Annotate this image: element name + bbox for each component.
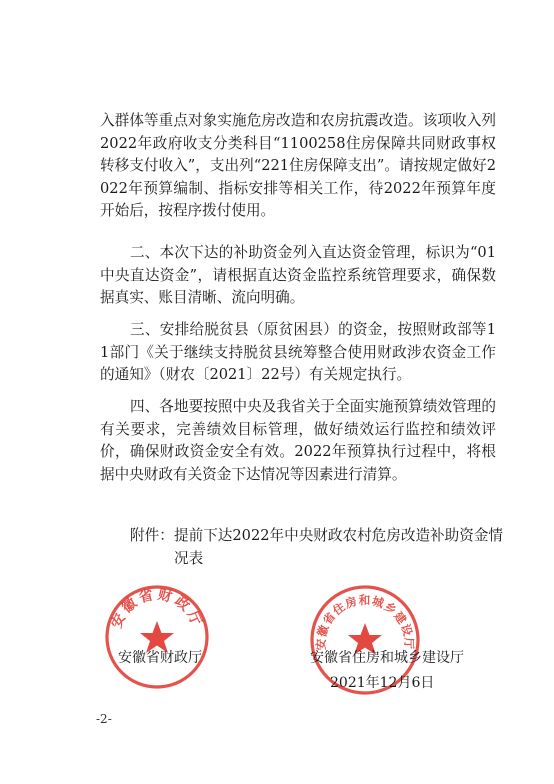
issue-date: 2021年12月6日 [330, 675, 435, 691]
paragraph-poverty-counties: 三、安排给脱贫县（原贫困县）的资金，按照财政部等11部门《关于继续支持脱贫县统筹整合使用财政涉农资金工作的通知》（财农〔2021〕22号）有关规定执行。 [100, 321, 496, 383]
page-number: -2- [96, 712, 112, 726]
seal2-text: 安徽省住房和城乡建设厅 [313, 593, 417, 651]
issuer-finance-department: 安徽省财政厅 [118, 650, 202, 666]
attachment-note [130, 525, 510, 570]
paragraph-performance: 四、各地要按照中央及我省关于全面实施预算绩效管理的有关要求，完善绩效目标管理，做好绩效运行监控和绩效评价，确保财政资金安全有效。2022年预算执行过程中，将根据中央财政有关资金下达情况等因素进行清算。 [100, 398, 496, 483]
paragraph-direct-funds: 二、本次下达的补助资金列入直达资金管理，标识为“01中央直达资金”，请根据直达资金监控系统管理要求，确保数据真实、账目清晰、流向明确。 [100, 244, 496, 306]
finance-department-seal [103, 583, 211, 691]
seal1-text: 安徽省财政厅 [108, 586, 206, 631]
paragraph-continuation: 入群体等重点对象实施危房改造和农房抗震改造。该项收入列2022年政府收支分类科目“1100258住房保障共同财政事权转移支付收入”，支出列“221住房保障支出”。请按规定做好2022年预算编制、指标安排等相关工作，待2022年预算年度开始后，按程序拨付使用。 [100, 112, 496, 219]
attachment-title: 提前下达2022年中央财政农村危房改造补助资金情况表 [174, 527, 504, 567]
issuer-housing-department: 安徽省住房和城乡建设厅 [310, 650, 464, 666]
attachment-label: 附件： [130, 527, 174, 544]
